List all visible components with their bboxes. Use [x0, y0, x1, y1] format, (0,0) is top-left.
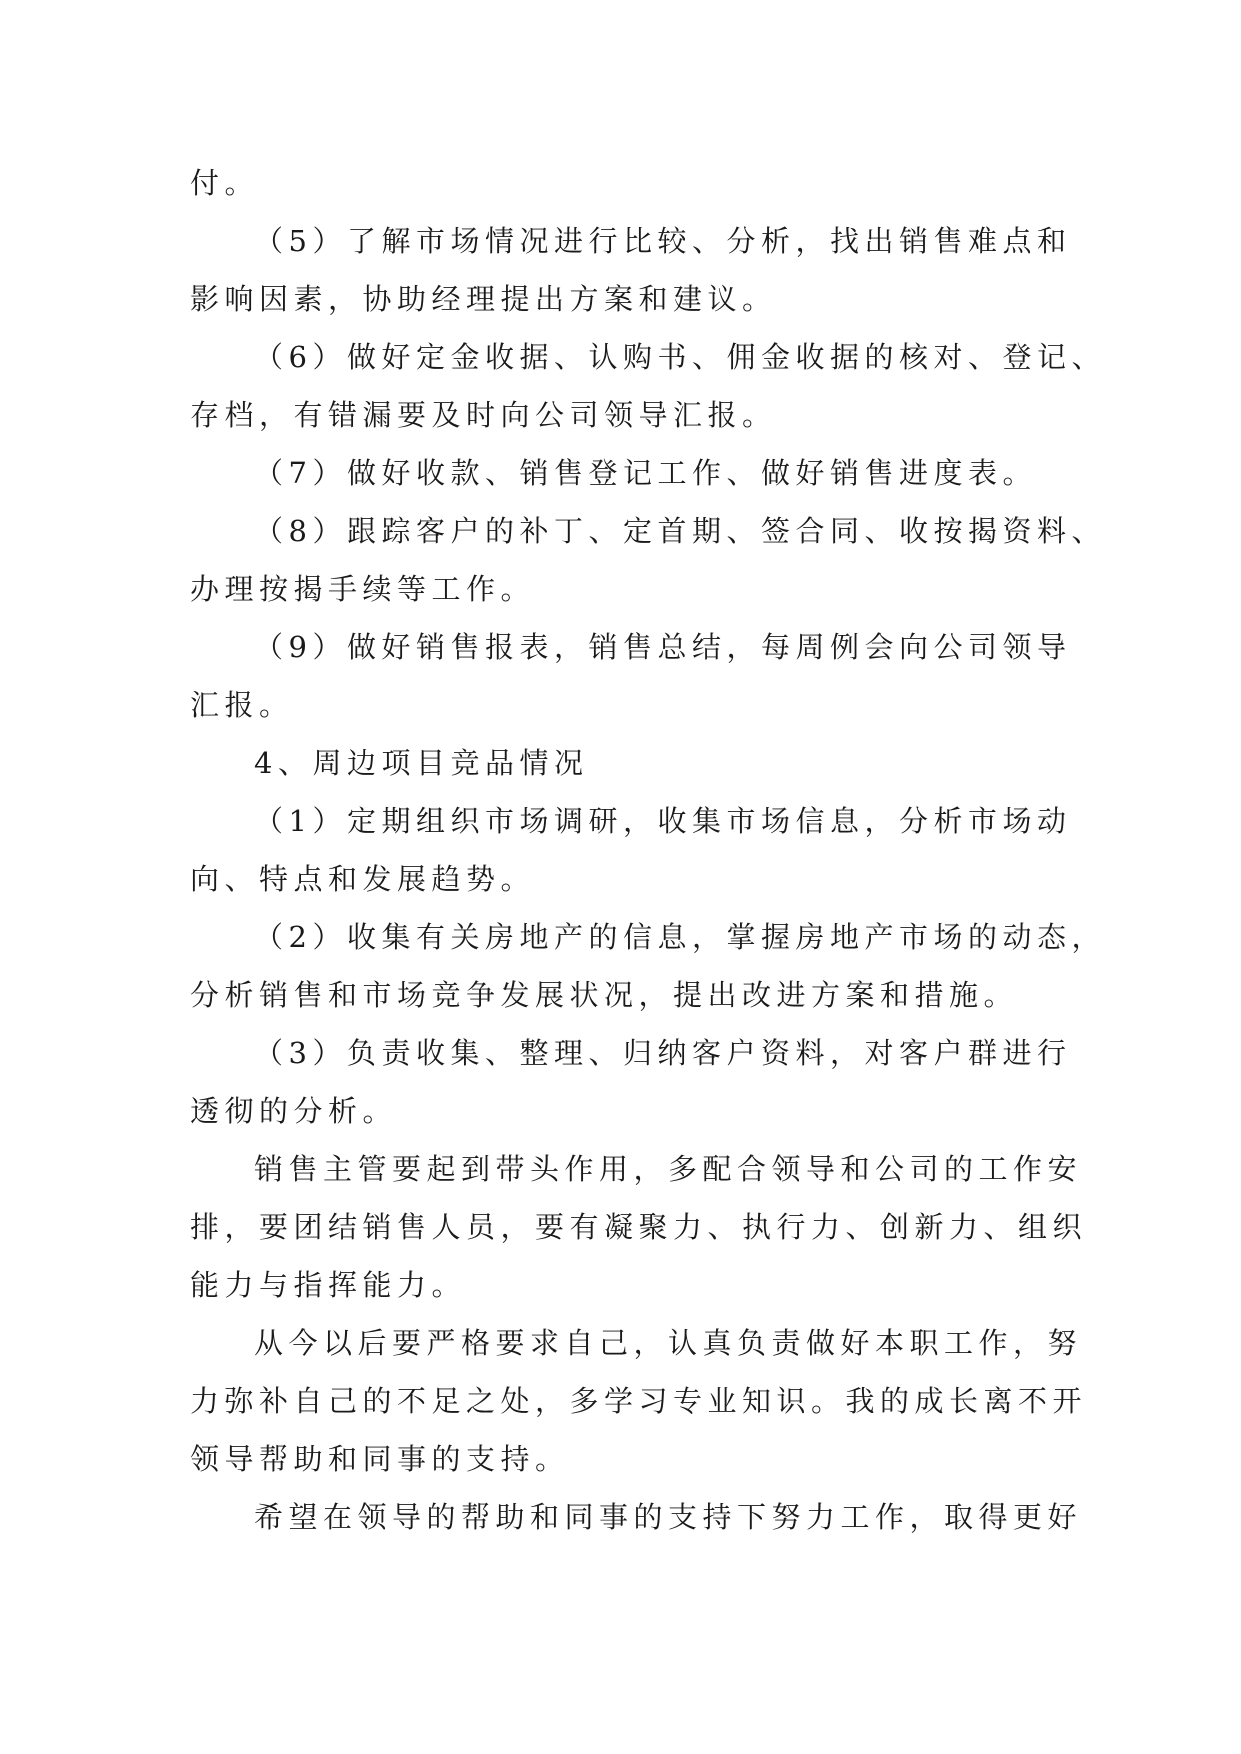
- text-line: （9）做好销售报表，销售总结，每周例会向公司领导: [254, 630, 1072, 664]
- text-line: 4、周边项目竞品情况: [254, 746, 589, 780]
- paragraph-supervisor-role: [190, 1140, 1088, 1314]
- document-body: [190, 154, 1106, 1546]
- text-line: 领导帮助和同事的支持。: [190, 1442, 570, 1476]
- section-heading: [190, 734, 1050, 792]
- paragraph-subitem-2: [190, 908, 1106, 1024]
- text-line: 能力与指挥能力。: [190, 1268, 467, 1302]
- text-line: 排，要团结销售人员，要有凝聚力、执行力、创新力、组织: [190, 1210, 1088, 1244]
- text-line: 透彻的分析。: [190, 1094, 398, 1128]
- paragraph-subitem-3: [190, 1024, 1072, 1140]
- text-line: 希望在领导的帮助和同事的支持下努力工作，取得更好: [254, 1500, 1083, 1534]
- text-line: 向、特点和发展趋势。: [190, 862, 536, 896]
- paragraph-self-requirement: [190, 1314, 1088, 1488]
- text-line: （7）做好收款、销售登记工作、做好销售进度表。: [254, 456, 1037, 490]
- paragraph-continuation: [190, 154, 1050, 212]
- text-line: 汇报。: [190, 688, 294, 722]
- paragraph-hope: [190, 1488, 1083, 1546]
- text-line: 付。: [190, 166, 260, 200]
- text-line: 从今以后要严格要求自己，认真负责做好本职工作，努: [254, 1326, 1083, 1360]
- text-line: 影响因素，协助经理提出方案和建议。: [190, 282, 777, 316]
- paragraph-item-5: [190, 212, 1072, 328]
- text-line: （5）了解市场情况进行比较、分析，找出销售难点和: [254, 224, 1072, 258]
- text-line: （8）跟踪客户的补丁、定首期、签合同、收按揭资料、: [254, 514, 1106, 548]
- text-line: 存档，有错漏要及时向公司领导汇报。: [190, 398, 777, 432]
- text-line: （3）负责收集、整理、归纳客户资料，对客户群进行: [254, 1036, 1072, 1070]
- paragraph-item-8: [190, 502, 1106, 618]
- paragraph-item-7: [190, 444, 1050, 502]
- text-line: 销售主管要起到带头作用，多配合领导和公司的工作安: [254, 1152, 1083, 1186]
- paragraph-item-6: [190, 328, 1106, 444]
- text-line: 办理按揭手续等工作。: [190, 572, 536, 606]
- paragraph-item-9: [190, 618, 1072, 734]
- paragraph-subitem-1: [190, 792, 1072, 908]
- text-line: 分析销售和市场竞争发展状况，提出改进方案和措施。: [190, 978, 1019, 1012]
- text-line: 力弥补自己的不足之处，多学习专业知识。我的成长离不开: [190, 1384, 1088, 1418]
- text-line: （2）收集有关房地产的信息，掌握房地产市场的动态，: [254, 920, 1106, 954]
- text-line: （6）做好定金收据、认购书、佣金收据的核对、登记、: [254, 340, 1106, 374]
- text-line: （1）定期组织市场调研，收集市场信息，分析市场动: [254, 804, 1072, 838]
